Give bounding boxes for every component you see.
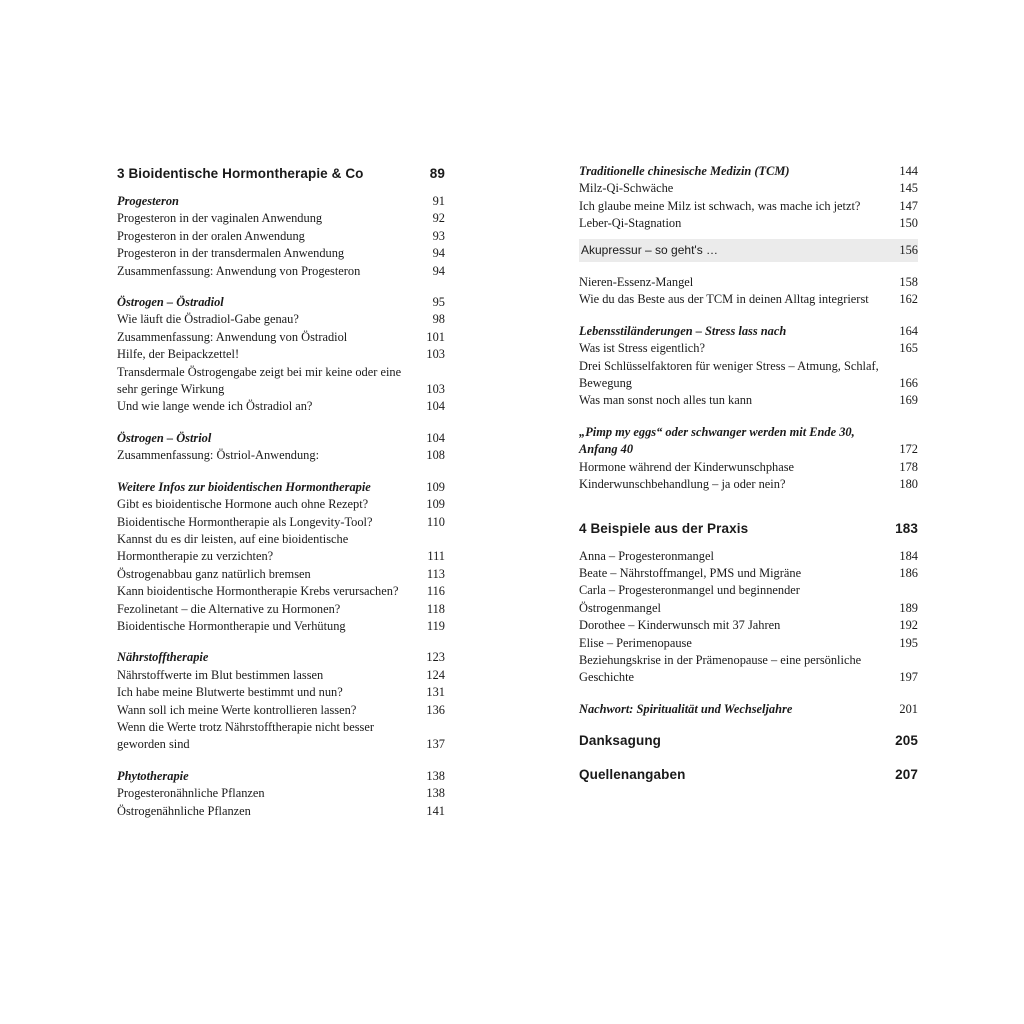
toc-entry[interactable]: Und wie lange wende ich Östradiol an? 104 [117,399,445,414]
toc-entry[interactable]: Was man sonst noch alles tun kann 169 [579,393,918,408]
toc-entry[interactable]: Hilfe, der Beipackzettel! 103 [117,347,445,362]
toc-entry[interactable]: Progesteronähnliche Pflanzen 138 [117,786,445,801]
section-phytotherapie [117,768,445,820]
toc-entry[interactable]: Zusammenfassung: Anwendung von Progesteron 94 [117,263,445,278]
chapter-title: 4 Beispiele aus der Praxis [579,520,749,536]
toc-entry[interactable]: Progesteron in der transdermalen Anwendung 94 [117,246,445,261]
toc-entry[interactable]: Bioidentische Hormontherapie und Verhütung 119 [117,618,445,633]
toc-entry[interactable]: Nährstoffwerte im Blut bestimmen lassen 124 [117,667,445,682]
section-heading[interactable]: „Pimp my eggs“ oder schwanger werden mit Ende 30, Anfang 40 172 [579,424,918,457]
section-heading[interactable]: Weitere Infos zur bioidentischen Hormontherapie 109 [117,479,445,494]
section-heading[interactable]: Nährstofftherapie 123 [117,650,445,665]
toc-entry[interactable]: Elise – Perimenopause 195 [579,635,918,650]
toc-entry[interactable]: Östrogenabbau ganz natürlich bremsen 113 [117,566,445,581]
chapter-4-entry[interactable] [579,518,918,540]
toc-entry[interactable]: Ich habe meine Blutwerte bestimmt und nun? 131 [117,685,445,700]
toc-entry[interactable]: Carla – Progesteronmangel und beginnender Östrogenmangel 189 [579,583,918,615]
toc-entry[interactable]: Wie läuft die Östradiol-Gabe genau? 98 [117,312,445,327]
section-naehrstofftherapie [117,649,445,753]
toc-entry[interactable]: Fezolinetant – die Alternative zu Hormonen? 118 [117,601,445,616]
toc-entry[interactable]: Wann soll ich meine Werte kontrollieren lassen? 136 [117,702,445,717]
chapter-page: 207 [895,767,918,783]
toc-right-column [579,163,918,786]
toc-entry[interactable]: Wenn die Werte trotz Nährstofftherapie nicht besser geworden sind 137 [117,719,445,752]
toc-entry[interactable]: Beziehungskrise in der Prämenopause – eine persönliche Geschichte 197 [579,652,918,685]
toc-entry[interactable]: Zusammenfassung: Östriol-Anwendung: 108 [117,448,445,463]
chapter-page: 183 [895,520,918,536]
section-pimp-my-eggs [579,424,918,494]
chapter-title: Danksagung [579,733,662,749]
toc-entry[interactable]: Hormone während der Kinderwunschphase 178 [579,459,918,474]
toc-entry[interactable]: Ich glaube meine Milz ist schwach, was mache ich jetzt? 147 [579,198,918,213]
chapter-title: 3 Bioidentische Hormontherapie & Co [117,166,364,181]
toc-entry[interactable]: Gibt es bioidentische Hormone auch ohne Rezept? 109 [117,497,445,512]
toc-entry[interactable]: Östrogenähnliche Pflanzen 141 [117,803,445,818]
toc-entry[interactable]: Progesteron in der oralen Anwendung 93 [117,228,445,243]
toc-entry[interactable]: Milz-Qi-Schwäche 145 [579,181,918,196]
toc-entry[interactable]: Was ist Stress eigentlich? 165 [579,341,918,356]
chapter-page: 205 [895,733,918,749]
chapter-title: Quellenangaben [579,767,686,783]
toc-entry[interactable]: Kann bioidentische Hormontherapie Krebs verursachen? 116 [117,584,445,599]
toc-entry[interactable]: Leber-Qi-Stagnation 150 [579,216,918,231]
toc-entry[interactable]: Drei Schlüsselfaktoren für weniger Stress – Atmung, Schlaf, Bewegung 166 [579,358,918,391]
section-progesteron [117,193,445,280]
section-nachwort [579,701,918,718]
toc-entry[interactable]: Beate – Nährstoffmangel, PMS und Migräne 186 [579,565,918,580]
section-stress [579,323,918,410]
toc-left-column [117,163,445,820]
section-heading[interactable]: Phytotherapie 138 [117,768,445,783]
toc-entry[interactable]: Progesteron in der vaginalen Anwendung 92 [117,211,445,226]
nachwort-entry[interactable]: Nachwort: Spiritualität und Wechseljahre 201 [579,701,918,716]
toc-entry[interactable]: Nieren-Essenz-Mangel 158 [579,275,918,290]
section-heading[interactable]: Progesteron 91 [117,194,445,208]
section-oestradiol [117,294,445,416]
chapter-page: 89 [429,166,445,181]
section-examples [579,548,918,687]
section-heading[interactable]: Östrogen – Östriol 104 [117,430,445,445]
toc-entry[interactable]: Anna – Progesteronmangel 184 [579,548,918,563]
chapter-3-entry[interactable] [117,163,445,185]
section-heading[interactable]: Traditionelle chinesische Medizin (TCM) 144 [579,164,918,178]
section-heading[interactable]: Lebensstiländerungen – Stress lass nach 164 [579,323,918,338]
toc-entry[interactable]: Wie du das Beste aus der TCM in deinen Alltag integrierst 162 [579,292,918,307]
section-heading[interactable]: Östrogen – Östradiol 95 [117,295,445,310]
danksagung-entry[interactable] [579,730,918,752]
toc-entry[interactable]: Zusammenfassung: Anwendung von Östradiol 101 [117,329,445,344]
section-weitere-infos [117,479,445,636]
toc-entry[interactable]: Bioidentische Hormontherapie als Longevity-Tool? 110 [117,514,445,529]
toc-entry[interactable]: Dorothee – Kinderwunsch mit 37 Jahren 192 [579,618,918,633]
toc-entry[interactable]: Kinderwunschbehandlung – ja oder nein? 180 [579,477,918,492]
highlight-box-entry[interactable]: Akupressur – so geht's … 156 [579,239,918,262]
section-tcm [579,163,918,309]
toc-entry[interactable]: Transdermale Östrogengabe zeigt bei mir keine oder eine sehr geringe Wirkung 103 [117,364,445,397]
quellenangaben-entry[interactable] [579,764,918,786]
section-oestriol [117,430,445,465]
toc-entry[interactable]: Kannst du es dir leisten, auf eine bioidentische Hormontherapie zu verzichten? 111 [117,531,445,564]
